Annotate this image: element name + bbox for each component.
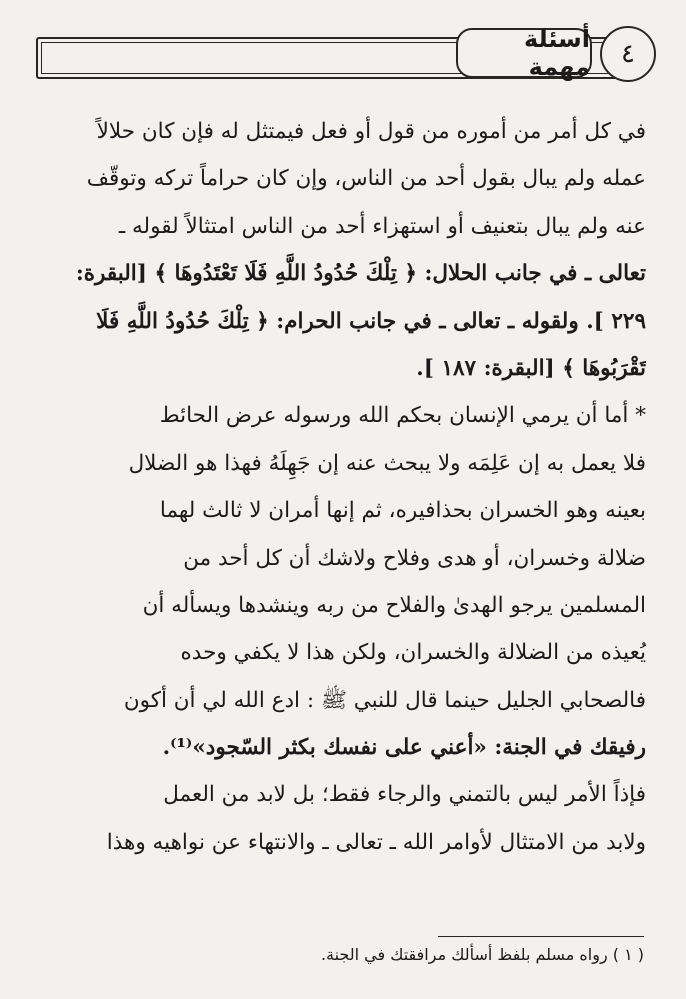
- text-line: ولابد من الامتثال لأوامر الله ـ تعالى ـ والانتهاء عن نواهيه وهذا: [106, 829, 646, 855]
- text-line: ٢٢٩ ]. ولقوله ـ تعالى ـ في جانب الحرام: ﴿ تِلْكَ حُدُودُ اللَّهِ فَلَا: [96, 308, 646, 334]
- text-line: عمله ولم يبال بقول أحد من الناس، وإن كان حراماً تركه وتوقّف: [86, 166, 646, 192]
- text-line: فإذاً الأمر ليس بالتمني والرجاء فقط؛ بل لابد من العمل: [163, 782, 646, 808]
- text-line: فلا يعمل به إن عَلِمَه ولا يبحث عنه إن جَهِلَهُ فهذا هو الضلال: [128, 450, 646, 476]
- text-line: رفيقك في الجنة: «أعني على نفسك بكثر السّجود»⁽¹⁾.: [162, 735, 646, 761]
- footnote-divider: [438, 936, 644, 937]
- page-title: أسئلة مهمة: [456, 28, 592, 78]
- text-line: بعينه وهو الخسران بحذافيره، ثم إنها أمران لا ثالث لهما: [159, 498, 646, 524]
- text-line: تَقْرَبُوهَا ﴾ [البقرة: ١٨٧ ].: [416, 355, 646, 381]
- text-line: فالصحابي الجليل حينما قال للنبي ﷺ : ادع الله لي أن أكون: [123, 687, 646, 713]
- text-line: يُعيذه من الضلالة والخسران، ولكن هذا لا يكفي وحده: [180, 640, 646, 666]
- text-line: تعالى ـ في جانب الحلال: ﴿ تِلْكَ حُدُودُ اللَّهِ فَلَا تَعْتَدُوهَا ﴾ [البقرة:: [75, 261, 646, 287]
- text-line: في كل أمر من أموره من قول أو فعل فيمتثل له فإن كان حلالاً: [96, 119, 646, 144]
- page-number: ٤: [600, 26, 656, 82]
- text-line: المسلمين يرجو الهدىٰ والفلاح من ربه وينشدها ويسأله أن: [142, 592, 646, 618]
- footnote: ( ١ ) رواه مسلم بلفظ أسألك مرافقتك في الجنة.: [320, 945, 644, 964]
- page-header: [36, 25, 650, 86]
- text-line: * أما أن يرمي الإنسان بحكم الله ورسوله عرض الحائط: [159, 403, 646, 429]
- body-text: [42, 108, 646, 866]
- text-line: عنه ولم يبال بتعنيف أو استهزاء أحد من الناس امتثالاً لقوله ـ: [118, 213, 646, 239]
- text-line: ضلالة وخسران، أو هدى وفلاح ولاشك أن كل أحد من: [183, 545, 646, 571]
